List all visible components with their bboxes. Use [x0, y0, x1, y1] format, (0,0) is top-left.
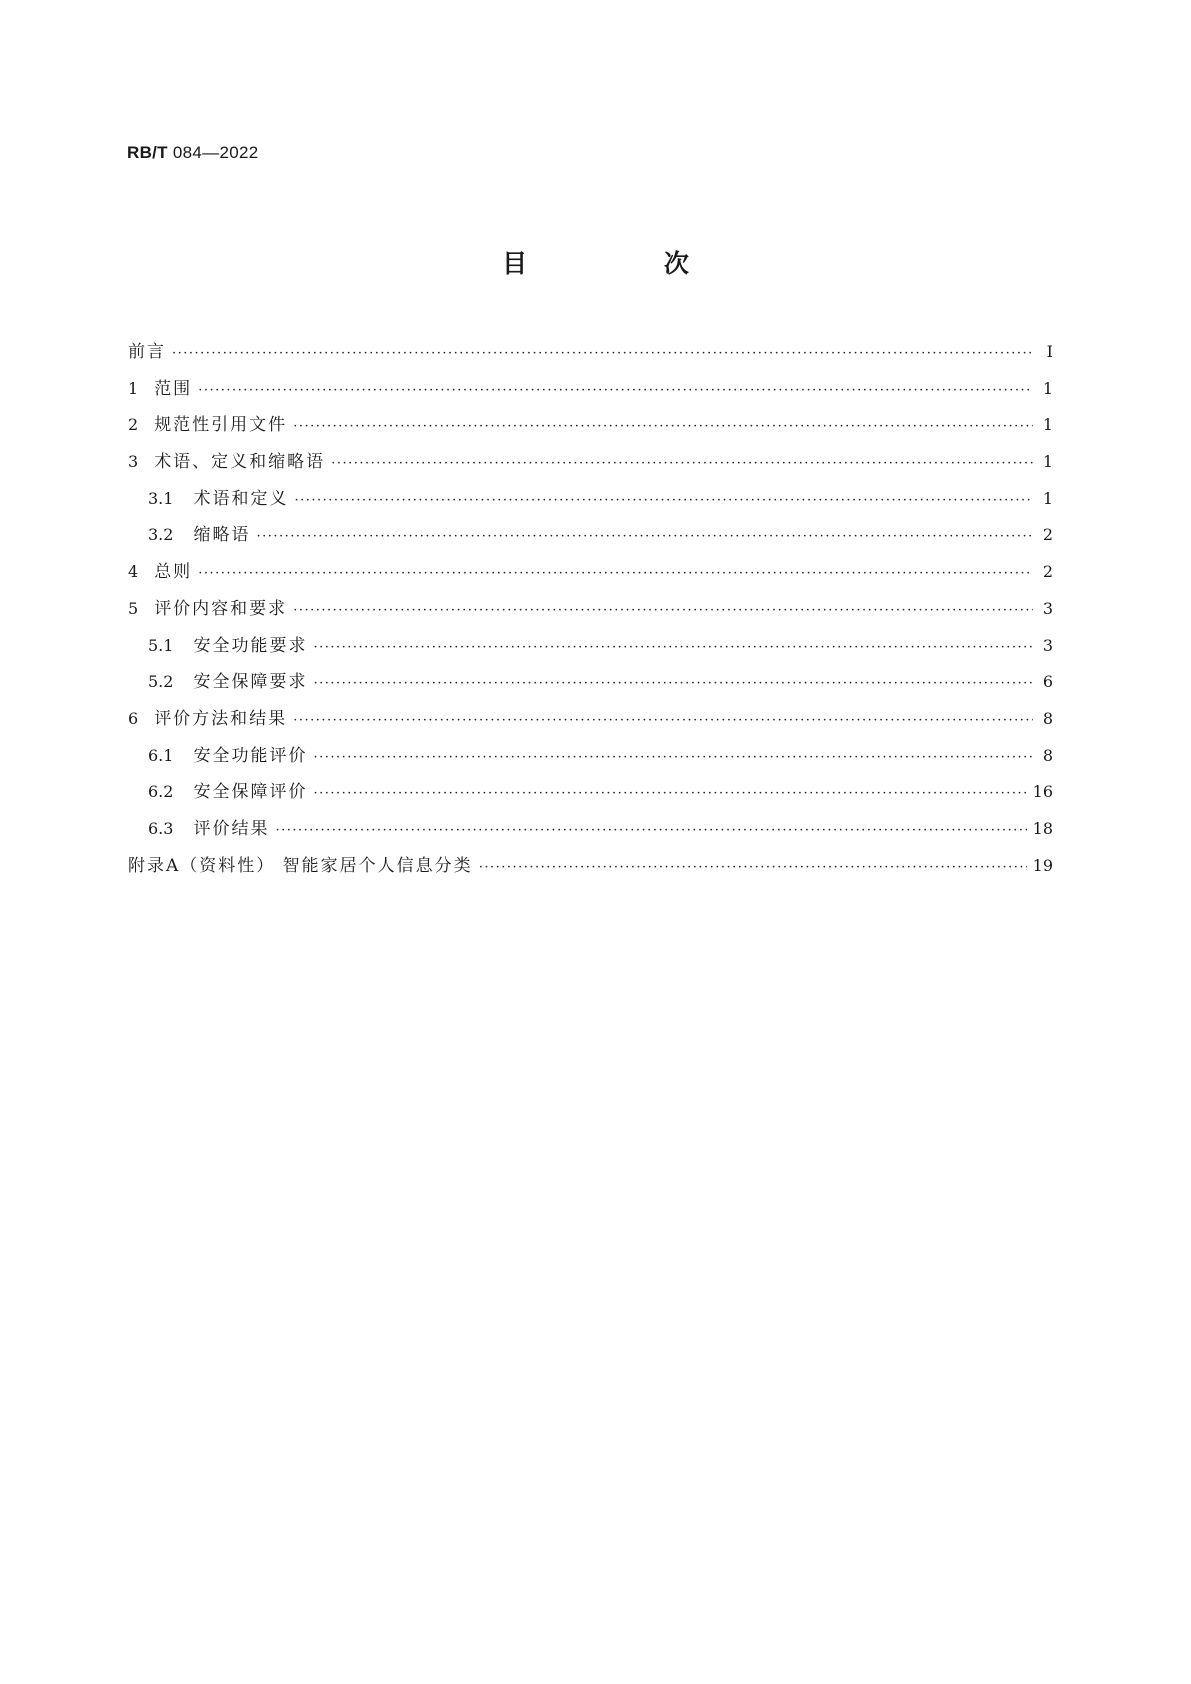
- toc-entry-page: 16: [1032, 782, 1053, 802]
- dot-leader: [256, 529, 1033, 544]
- dot-leader: [293, 713, 1033, 728]
- toc-entry-page: 3: [1042, 635, 1053, 655]
- toc-entry-page: 18: [1032, 818, 1053, 838]
- toc-entry[interactable]: [128, 777, 1053, 814]
- toc-entry-label: 术语和定义: [193, 488, 289, 509]
- dot-leader: [313, 640, 1033, 655]
- toc-entry-number: 2: [128, 415, 139, 435]
- toc-entry-number: 3.1: [148, 488, 174, 508]
- toc-entry-label: 术语、定义和缩略语: [154, 452, 326, 473]
- toc-entry[interactable]: [128, 631, 1053, 668]
- toc-entry[interactable]: [128, 484, 1053, 521]
- toc-entry-label: 安全功能要求: [193, 635, 308, 656]
- toc-entry-page: Ⅰ: [1046, 342, 1053, 361]
- dot-leader: [313, 676, 1033, 691]
- toc-entry[interactable]: [128, 741, 1053, 778]
- dot-leader: [293, 419, 1033, 434]
- toc-entry-label: 规范性引用文件: [154, 415, 288, 436]
- toc-entry-number: 6.2: [148, 782, 174, 802]
- dot-leader: [198, 383, 1033, 398]
- dot-leader: [313, 750, 1033, 765]
- toc-entry-page: 2: [1042, 525, 1053, 545]
- toc-entry-page: 1: [1042, 488, 1053, 508]
- toc-entry-label: 缩略语: [193, 525, 251, 546]
- toc-entry-page: 8: [1042, 708, 1053, 728]
- dot-leader: [172, 346, 1033, 361]
- dot-leader: [479, 860, 1027, 875]
- toc-entry-page: 1: [1042, 452, 1053, 472]
- dot-leader: [198, 566, 1033, 581]
- toc-entry-number: 6.1: [148, 745, 174, 765]
- toc-entry-number: 5: [128, 598, 139, 618]
- table-of-contents: [128, 337, 1053, 887]
- toc-entry-page: 3: [1042, 598, 1053, 618]
- toc-entry[interactable]: [128, 667, 1053, 704]
- toc-entry-page: 8: [1042, 745, 1053, 765]
- toc-entry-number: 6: [128, 708, 139, 728]
- toc-heading: 目 次: [502, 249, 753, 278]
- toc-entry[interactable]: [128, 814, 1053, 851]
- toc-entry[interactable]: [128, 374, 1053, 411]
- toc-entry-number: 3.2: [148, 525, 174, 545]
- dot-leader: [294, 493, 1033, 508]
- toc-entry-label: 安全功能评价: [193, 745, 308, 766]
- toc-entry-number: 5.1: [148, 635, 174, 655]
- toc-entry-label: 评价方法和结果: [154, 708, 288, 729]
- toc-entry-label: 评价内容和要求: [154, 598, 288, 619]
- toc-entry[interactable]: [128, 557, 1053, 594]
- toc-entry-page: 6: [1042, 672, 1053, 692]
- toc-entry-number: 4: [128, 562, 139, 582]
- toc-entry[interactable]: [128, 594, 1053, 631]
- standard-prefix: RB/T: [127, 143, 168, 162]
- standard-number: 084—2022: [172, 143, 259, 162]
- toc-entry[interactable]: [128, 520, 1053, 557]
- toc-entry-number: 6.3: [148, 818, 174, 838]
- toc-entry-label: 范围: [154, 378, 193, 399]
- toc-entry[interactable]: [128, 851, 1053, 888]
- toc-entry[interactable]: [128, 447, 1053, 484]
- toc-entry-label: 总则: [154, 562, 193, 583]
- toc-entry[interactable]: [128, 704, 1053, 741]
- toc-entry-label: 评价结果: [193, 818, 270, 839]
- toc-entry-number: 1: [128, 378, 139, 398]
- dot-leader: [293, 603, 1033, 618]
- dot-leader: [275, 823, 1026, 838]
- toc-entry-page: 1: [1042, 378, 1053, 398]
- toc-entry-page: 2: [1042, 562, 1053, 582]
- toc-entry-label: 安全保障评价: [193, 782, 308, 803]
- toc-entry-label: 附录A（资料性） 智能家居个人信息分类: [128, 855, 473, 876]
- toc-entry-number: 3: [128, 452, 139, 472]
- toc-entry[interactable]: [128, 410, 1053, 447]
- toc-entry-label: 前言: [128, 342, 166, 362]
- dot-leader: [313, 786, 1026, 801]
- toc-entry-page: 1: [1042, 415, 1053, 435]
- toc-entry-page: 19: [1032, 855, 1053, 875]
- toc-entry-number: 5.2: [148, 672, 174, 692]
- toc-entry[interactable]: [128, 337, 1053, 374]
- document-code: [127, 143, 259, 163]
- dot-leader: [331, 456, 1033, 471]
- toc-entry-label: 安全保障要求: [193, 672, 308, 693]
